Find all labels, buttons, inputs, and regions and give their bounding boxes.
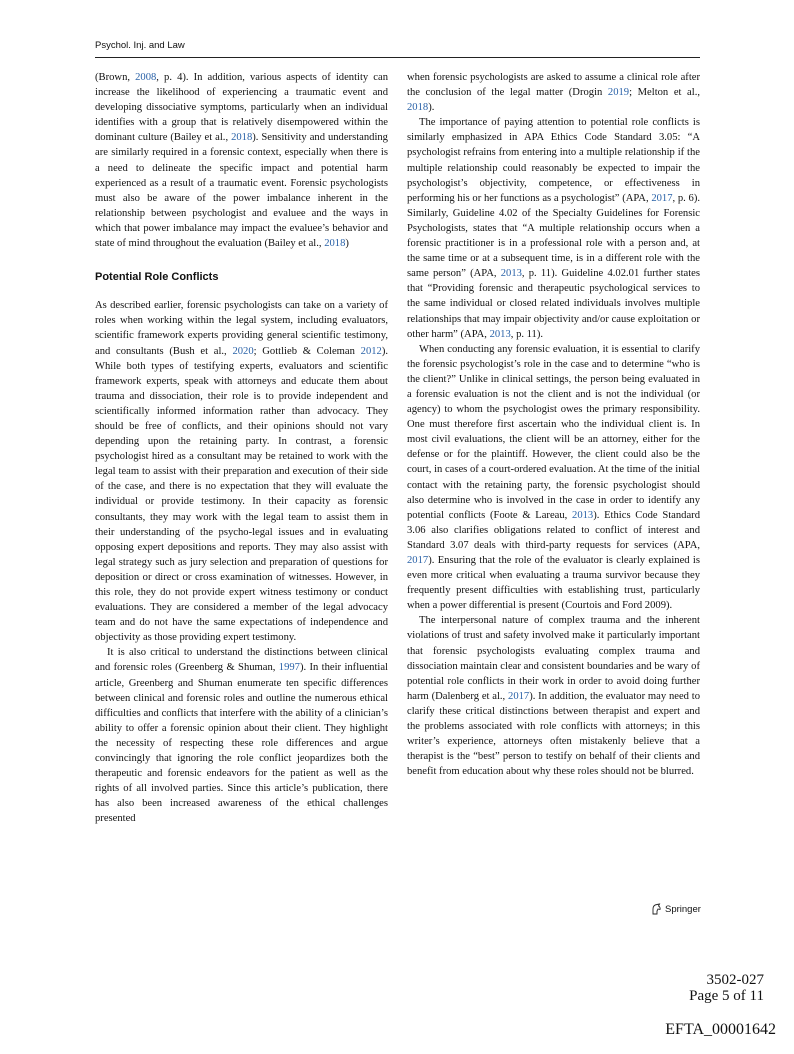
paragraph: The interpersonal nature of complex trauma and the inherent violations of trust and safety involved make it particularly important that forensic psychologists evaluating complex trauma and dissociation maintain clear and consistent boundaries and be wary of potential role conflicts in their work in order to avoid doing further harm (Dalenberg et al., 2017). In addition, the evaluator may need to clarify these critical distinctions between therapist and expert and the problems associated with role conflicts with attorneys; in this writer’s experience, attorneys often mistakenly believe that a therapist is the “best” person to testify on behalf of their clients and benefit from education about why these roles should not be blurred. [407, 615, 700, 778]
journal-name: Psychol. Inj. and Law [95, 40, 185, 51]
citation-link[interactable]: 2017 [407, 555, 429, 566]
springer-horse-icon [651, 903, 662, 915]
left-column [95, 70, 388, 827]
running-header [95, 40, 700, 51]
stamp-code: 3502-027 [706, 972, 764, 988]
citation-link[interactable]: 2018 [407, 102, 429, 114]
citation-link[interactable]: 2013 [489, 328, 511, 340]
citation-link[interactable]: 2018 [231, 132, 253, 144]
citation-link[interactable]: 2020 [232, 345, 254, 357]
citation-link[interactable]: 2008 [135, 72, 157, 83]
citation-link[interactable]: 2019 [607, 87, 630, 99]
citation-link[interactable]: 2013 [572, 509, 594, 521]
citation-link[interactable]: 2017 [651, 192, 673, 204]
publisher-logo [651, 903, 701, 915]
paragraph: When conducting any forensic evaluation, it is essential to clarify the forensic psychologist’s role in the case and to determine “who is the client?” Unlike in clinical settings, the person being evaluated in a forensic evaluation is not the client and is not the individual (or agency) to whom the psychologist owes the primary responsibility. One must therefore first ascertain who the individual client is. In most civil evaluations, the client will be an attorney, either for the defense or for the plaintiff. However, the client could also be the court, in cases of a court-ordered evaluation. At the time of the initial contact with the retaining party, the forensic psychologist should also determine who is involved in the case in order to identify any potential conflicts (Foote & Lareau, 2013). Ethics Code Standard 3.06 also clarifies obligations related to conflict of interest and Standard 3.07 deals with third-party requests for services (APA, 2017). Ensuring that the role of the evaluator is clearly explained is even more critical when evaluating a trauma survivor because they frequently present difficulties with establishing trust, particularly when a power differential is present (Courtois and Ford 2009). [407, 343, 700, 612]
citation-link[interactable]: 1997 [278, 662, 300, 674]
bates-number: EFTA_00001642 [665, 1021, 776, 1038]
paragraph: (Brown, 2008, p. 4). In addition, various aspects of identity can increase the likelihood of experiencing a traumatic event and developing dissociative symptoms, particularly when an individual identifies with a group that is relatively disempowered within the dominant culture (Bailey et al., 2018). Sensitivity and understanding are similarly required in a forensic context, especially when there is a need to delineate the specific impact and potential harm experienced as a result of a traumatic event. Forensic psychologists must also be aware of the power imbalance inherent in the relationship between psychologist and evaluee and the ways in which that power imbalance may impact the evaluee’s behavior and state of mind throughout the evaluation (Bailey et al., 2018) [95, 72, 388, 250]
page-number: Page 5 of 11 [689, 988, 764, 1004]
citation-link[interactable]: 2018 [324, 238, 346, 250]
paragraph: The importance of paying attention to potential role conflicts is similarly emphasized in APA Ethics Code Standard 3.05: “A psychologist refrains from entering into a multiple relationship if the multiple relationship could reasonably be expected to impair the psychologist’s objectivity, competence, or effectiveness in performing his or her functions as a psychologist” (APA, 2017, p. 6). Similarly, Guideline 4.02 of the Specialty Guidelines for Forensic Psychologists, states that “A multiple relationship occurs when a forensic practitioner is in a professional role with a person and, at the same time or at a subsequent time, is in a different role with the same person” (APA, 2013, p. 11). Guideline 4.02.01 further states that “Providing forensic and therapeutic psychological services to the same individual or closed related individuals involves multiple relationships that may impair objectivity and/or cause exploitation or other harm” (APA, 2013, p. 11). [407, 117, 700, 340]
citation-link[interactable]: 2013 [500, 268, 522, 280]
paragraph: It is also critical to understand the distinctions between clinical and forensic roles (Greenberg & Shuman, 1997). In their influential article, Greenberg and Shuman enumerate ten specific differences between clinical and forensic roles and outline the numerous ethical difficulties and conflicts that interfere with the ability of a clinician’s ability to offer a forensic opinion about their client. They highlight the necessity of respecting these role differences and argue convincingly that ignoring the role conflict jeopardizes both the therapeutic and forensic endeavors for the patient as well as the rights of all involved parties. Since this article’s publication, there has also been increased awareness of the ethical challenges presented [95, 647, 388, 825]
header-rule [95, 57, 700, 58]
citation-link[interactable]: 2012 [360, 345, 382, 357]
citation-link[interactable]: 2017 [508, 690, 530, 702]
paragraph: when forensic psychologists are asked to assume a clinical role after the conclusion of the legal matter (Drogin 2019; Melton et al., 2018). [407, 72, 700, 114]
right-column [407, 70, 700, 779]
section-heading: Potential Role Conflicts [95, 271, 219, 284]
paragraph: As described earlier, forensic psychologists can take on a variety of roles when working within the legal system, including evaluators, scientific framework experts providing general scientific testimony, and consultants (Bush et al., 2020; Gottlieb & Coleman 2012). While both types of testifying experts, evaluators and scientific framework experts, speak with attorneys and educate them about trauma and dissociation, their role is to provide independent and scientifically informed information rather than advocacy. They should be free of conflicts, and their opinions should not vary depending upon the retaining party. In contrast, a forensic psychologist hired as a consultant may be retained to work with the legal team to assist with their preparation and execution of their side of the case, and there is no expectation that they will evaluate the individual or provide testimony. In their capacity as forensic consultants, they may work with the legal team to assist them in their understanding of the psycho-legal issues and in evaluating opposing expert depositions and reports. They may also assist with legal strategy such as jury selection and preparation of questions for deposition or direct or cross examination of witnesses. However, in this role, they do not provide expert witness testimony or conduct evaluations. They are considered a member of the legal advocacy team and do not have the same expectations of independence and objectivity as those providing expert testimony. [95, 300, 389, 644]
publisher-name: Springer [665, 903, 701, 915]
